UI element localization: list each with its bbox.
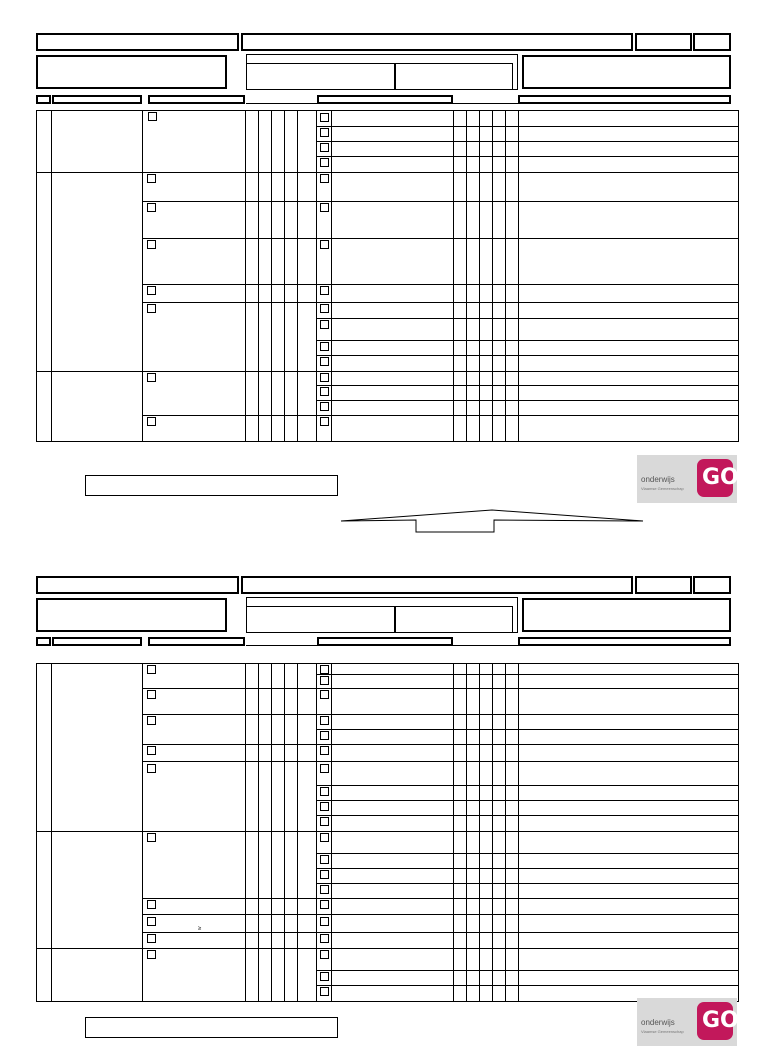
- logo-badge: [697, 1002, 749, 1040]
- checkbox[interactable]: [320, 972, 329, 981]
- col-header-5: [518, 637, 731, 646]
- info-box-center-a: [246, 606, 395, 633]
- info-box-left: [36, 598, 227, 632]
- checkbox[interactable]: [320, 917, 329, 926]
- checkbox[interactable]: [147, 690, 156, 699]
- header-wide-cell: [241, 576, 633, 594]
- logo-subline: Vlaamse Gemeenschap: [641, 1029, 684, 1034]
- checkbox[interactable]: [320, 885, 329, 894]
- go-onderwijs-logo: [637, 998, 749, 1046]
- checkbox[interactable]: [147, 665, 156, 674]
- col-header-mark: ’: [205, 638, 207, 644]
- signature-box[interactable]: [85, 1017, 338, 1038]
- logo-word: onderwijs: [641, 475, 675, 484]
- header-date-cell: [635, 576, 692, 594]
- header-page-cell: [693, 576, 731, 594]
- checkbox[interactable]: [320, 746, 329, 755]
- checkbox[interactable]: [320, 870, 329, 879]
- checkbox[interactable]: [320, 665, 329, 674]
- logo-badge-text: GO!: [702, 465, 749, 490]
- info-box-center-b: [395, 606, 513, 633]
- checkbox[interactable]: [320, 934, 329, 943]
- checkbox[interactable]: [147, 934, 156, 943]
- checkbox[interactable]: [320, 950, 329, 959]
- checkbox[interactable]: [147, 900, 156, 909]
- checkbox[interactable]: [147, 950, 156, 959]
- logo-badge-text: GO!: [702, 1008, 749, 1033]
- logo-subline: Vlaamse Gemeenschap: [641, 486, 684, 491]
- checkbox[interactable]: [320, 690, 329, 699]
- col-header-mark: ’: [205, 96, 207, 102]
- checkbox[interactable]: [320, 817, 329, 826]
- checkbox[interactable]: [320, 676, 329, 685]
- header-title-cell: [36, 576, 239, 594]
- checkbox[interactable]: [320, 900, 329, 909]
- checkbox[interactable]: [147, 716, 156, 725]
- checkbox[interactable]: [320, 855, 329, 864]
- col-header-2: [52, 637, 142, 646]
- checkbox[interactable]: [147, 764, 156, 773]
- checkbox[interactable]: [320, 833, 329, 842]
- checkbox[interactable]: [147, 746, 156, 755]
- checkbox[interactable]: [320, 987, 329, 996]
- col-header-rule: [246, 645, 518, 646]
- checkbox[interactable]: [320, 802, 329, 811]
- ge-mark: ≥: [198, 926, 202, 932]
- checkbox[interactable]: [147, 917, 156, 926]
- col-header-3: [148, 637, 245, 646]
- checkbox[interactable]: [320, 764, 329, 773]
- checkbox[interactable]: [320, 731, 329, 740]
- checkbox[interactable]: [320, 787, 329, 796]
- logo-word: onderwijs: [641, 1018, 675, 1027]
- checkbox[interactable]: [320, 716, 329, 725]
- checkbox[interactable]: [147, 833, 156, 842]
- info-box-right: [522, 598, 731, 632]
- col-header-1: [36, 637, 51, 646]
